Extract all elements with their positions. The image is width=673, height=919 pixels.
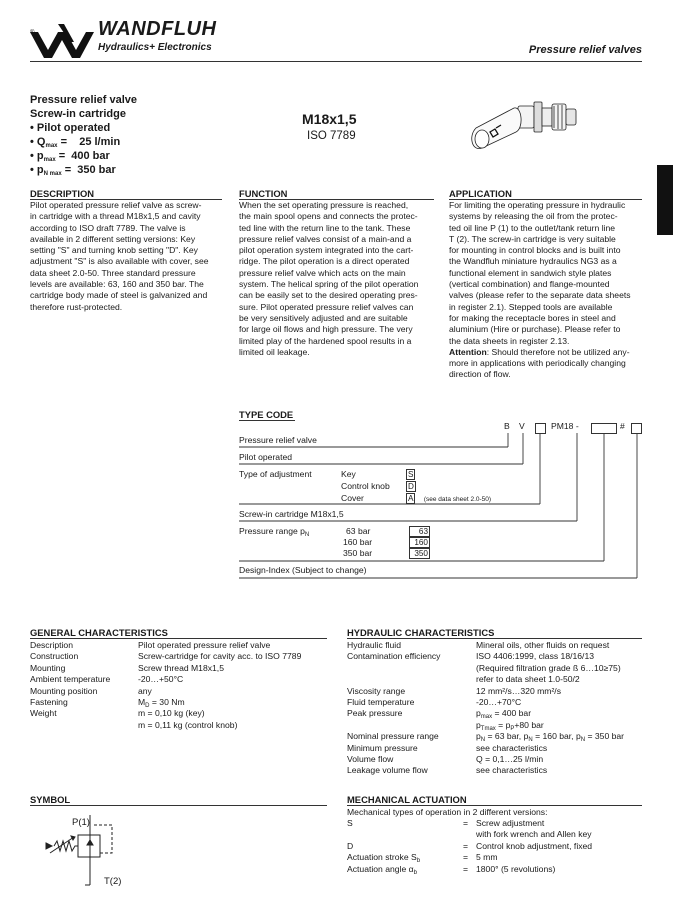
hydraulic-row: Viscosity range 12 mm²/s…320 mm²/s: [347, 685, 561, 696]
code-hash: #: [620, 421, 625, 431]
bullet-pilot: • Pilot operated: [30, 122, 111, 134]
mechanical-row: Actuation angle $\alpha_b$ = 1800° (5 revolutions): [347, 863, 556, 876]
hydraulic-row: Minimum pressure see characteristics: [347, 742, 548, 753]
bullet-pnmax: • $p_{N max} = 350$ bar: [30, 164, 116, 177]
general-row: Mounting position any: [30, 685, 152, 696]
code-v: V: [519, 421, 525, 431]
general-table: [30, 640, 327, 731]
typecode-cartridge: Screw-in cartridge M18x1,5: [239, 509, 344, 519]
general-row: Weight m = 0,10 kg (key): [30, 708, 205, 719]
hydraulic-row: Peak pressure $p_{max} = 400$ bar: [347, 708, 532, 721]
product-subtitle: Screw-in cartridge: [30, 108, 126, 120]
mechanical-heading: MECHANICAL ACTUATION: [347, 794, 642, 806]
description-text: Pilot operated pressure relief valve as screw- in cartridge with a thread M18x1,5 and cavity according to ISO draft 7789. The valve is available in 2 different setting versions: Key setting "S" and turning knob setting "D". Key adjustment "S" is also available with cover, see data sheet 2.0-50. Three standard pressure levels are available: 63, 160 and 350 bar. The cartridge body made of steel is galvanized and therefore rust-protected.: [30, 200, 209, 312]
bullet-pmax: • $p_{max} = 400$ bar: [30, 150, 110, 163]
mechanical-table: [347, 818, 642, 875]
mechanical-row: S = Screw adjustment: [347, 818, 545, 828]
bullet-qmax: • $Q_{max}$ = 25 l/min: [30, 136, 121, 149]
typecode-valve: Pressure relief valve: [239, 435, 317, 445]
header-category: Pressure relief valves: [528, 44, 642, 56]
logo-brand: WANDFLUH: [98, 18, 217, 40]
logo-reg-mark: ®: [30, 30, 35, 36]
general-row: Ambient temperature -20…+50°C: [30, 674, 184, 685]
product-title: Pressure relief valve: [30, 94, 138, 106]
adjust-option-cover: Cover: [341, 493, 364, 503]
mechanical-row: Actuation stroke $S_b$ = 5 mm: [347, 852, 498, 865]
range-option-350: 350 bar: [343, 548, 373, 558]
adjust-code-key: S: [408, 470, 414, 479]
general-row: Fastening $M_D = 30$ Nm: [30, 696, 185, 709]
typecode-adjust: Type of adjustment: [239, 469, 312, 479]
mechanical-intro: Mechanical types of operation in 2 different versions:: [347, 807, 548, 817]
hydraulic-table: [347, 640, 642, 777]
general-row: Mounting Screw thread M18x1,5: [30, 662, 224, 673]
function-text: When the set operating pressure is reached, the main spool opens and connects the protec- ted line with the return line to the tank. These pressure relief valves consist of a main-and a pilot operation system integrated into the cart- ridge. The pilot operation is a direct operated pressure relief valve which acts on the main system. The helical spring of the pilot operation can be easily set to the desired operating pres- sure. Pilot operated pressure relief valves can be very sensitively adjusted and are suitable for large oil flows and high pressure. The very limited play of the hardened spool results in a limited oil leakage.: [239, 200, 419, 357]
symbol-t-label: T(2): [104, 876, 122, 887]
symbol-p-label: P(1): [72, 817, 90, 828]
hydraulic-row: Leakage volume flow see characteristics: [347, 765, 548, 776]
hydraulic-row: Fluid temperature -20…+70°C: [347, 696, 522, 707]
hydraulic-row: (Required filtration grade ß 6…10≥75): [476, 662, 621, 673]
hydraulic-row: Hydraulic fluid Mineral oils, other fluids on request: [347, 640, 610, 650]
range-option-63: 63 bar: [346, 526, 371, 536]
thread-spec: M18x1,5: [302, 111, 357, 127]
code-pm18: PM18 -: [551, 421, 579, 431]
typecode-pilot: Pilot operated: [239, 452, 293, 462]
range-code-63: 63: [409, 526, 430, 537]
hydraulic-row: $p_{Tmax} = p_P+80$ bar: [476, 719, 544, 732]
cover-note: (see data sheet 2.0-50): [423, 496, 492, 503]
logo-subtitle: Hydraulics+ Electronics: [98, 42, 212, 53]
hydraulic-symbol-icon: [40, 815, 130, 890]
general-row: Construction Screw-cartridge for cavity acc. to ISO 7789: [30, 651, 302, 662]
code-b: B: [504, 421, 510, 431]
adjust-option-knob: Control knob: [341, 481, 390, 491]
hydraulic-heading: HYDRAULIC CHARACTERISTICS: [347, 627, 642, 639]
hydraulic-row: Volume flow Q = 0,1…25 l/min: [347, 753, 544, 764]
adjust-option-key: Key: [341, 469, 356, 479]
mechanical-row: D = Control knob adjustment, fixed: [347, 840, 593, 851]
range-option-160: 160 bar: [343, 537, 373, 547]
general-heading: GENERAL CHARACTERISTICS: [30, 627, 327, 639]
symbol-heading: SYMBOL: [30, 794, 327, 806]
adjust-code-cover: A (see data sheet 2.0-50): [408, 494, 492, 503]
iso-spec: ISO 7789: [307, 130, 356, 142]
function-heading: FUNCTION: [239, 188, 434, 200]
range-code-160: 160: [409, 537, 430, 548]
application-text: For limiting the operating pressure in hydraulic systems by releasing the oil from the protec- ted oil line P (1) to the outlet/tank return line T (2). The screw-in cartridge is very suitable for mounting in control blocks and is built into the Wandfluh miniature hydraulics NG3 as a functional element in sandwich style plates (vertical combination) and flange-mounted valves (please refer to the separate data sheets in register 2.1). Stepped tools are available for making the receptacle bores in steel and aluminium (Hire or purchase). Please refer to the data sheets in register 2.13. Attention: Should therefore not be utilized any- more in applications with periodically changing direction of flow.: [449, 200, 631, 380]
typecode-design: Design-Index (Subject to change): [239, 565, 367, 575]
general-row: Description Pilot operated pressure relief valve: [30, 640, 271, 650]
range-code-350: 350: [409, 548, 430, 559]
typecode-range: Pressure range $p_N$: [239, 526, 310, 538]
description-heading: DESCRIPTION: [30, 188, 222, 200]
general-row: m = 0,11 kg (control knob): [138, 719, 238, 730]
hydraulic-row: refer to data sheet 1.0-50/2: [476, 674, 580, 685]
application-heading: APPLICATION: [449, 188, 642, 200]
hydraulic-row: Nominal pressure range $p_N = 63$ bar, $p_N = 160$ bar, $p_N = 350$ bar: [347, 731, 625, 744]
attention-label: Attention: [449, 346, 487, 357]
typecode-heading: TYPE CODE: [239, 409, 294, 420]
mechanical-row: with fork wrench and Allen key: [476, 829, 592, 840]
adjust-code-knob: D: [408, 482, 414, 491]
hydraulic-row: Contamination efficiency ISO 4406:1999, class 18/16/13: [347, 651, 595, 662]
